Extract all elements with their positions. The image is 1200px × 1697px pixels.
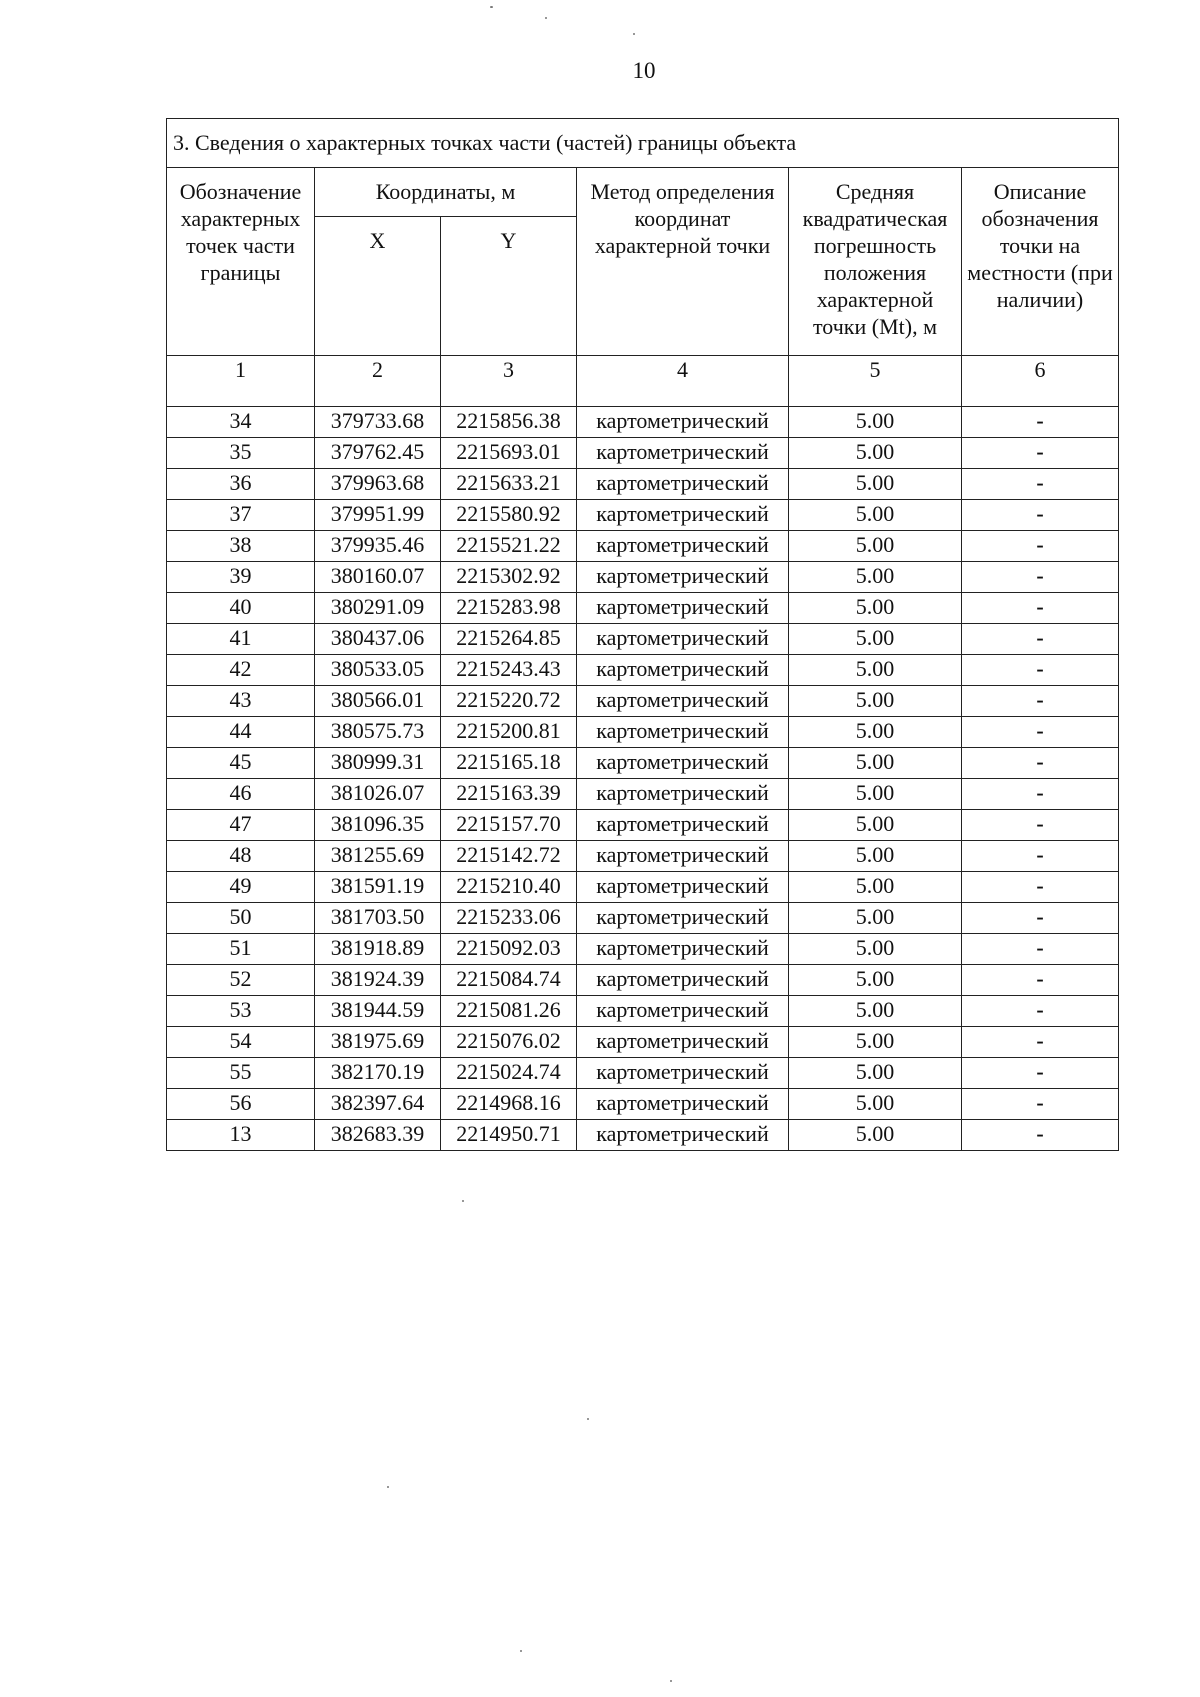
cell-method: картометрический [577, 438, 789, 469]
cell-x: 381096.35 [315, 810, 441, 841]
cell-desc: - [962, 686, 1119, 717]
cell-y: 2215521.22 [441, 531, 577, 562]
cell-desc: - [962, 934, 1119, 965]
cell-method: картометрический [577, 655, 789, 686]
cell-x: 380575.73 [315, 717, 441, 748]
scan-speck [462, 1200, 464, 1202]
cell-method: картометрический [577, 841, 789, 872]
cell-method: картометрический [577, 593, 789, 624]
cell-x: 380291.09 [315, 593, 441, 624]
header-method: Метод определения координат характерной точки [577, 168, 789, 356]
table-row [167, 469, 1119, 500]
cell-desc: - [962, 438, 1119, 469]
cell-method: картометрический [577, 686, 789, 717]
header-designation: Обозначение характерных точек части границы [167, 168, 315, 356]
cell-y: 2215210.40 [441, 872, 577, 903]
cell-x: 381703.50 [315, 903, 441, 934]
cell-point: 51 [167, 934, 315, 965]
cell-mt: 5.00 [789, 531, 962, 562]
cell-desc: - [962, 872, 1119, 903]
cell-y: 2214950.71 [441, 1120, 577, 1151]
cell-y: 2215856.38 [441, 407, 577, 438]
cell-method: картометрический [577, 1120, 789, 1151]
cell-method: картометрический [577, 748, 789, 779]
table-title: 3. Сведения о характерных точках части (частей) границы объекта [167, 119, 1119, 168]
cell-x: 381591.19 [315, 872, 441, 903]
cell-mt: 5.00 [789, 872, 962, 903]
table-row [167, 779, 1119, 810]
cell-desc: - [962, 1089, 1119, 1120]
cell-x: 380999.31 [315, 748, 441, 779]
table-row [167, 872, 1119, 903]
cell-mt: 5.00 [789, 593, 962, 624]
cell-point: 53 [167, 996, 315, 1027]
cell-point: 35 [167, 438, 315, 469]
table-row [167, 748, 1119, 779]
cell-x: 381918.89 [315, 934, 441, 965]
cell-desc: - [962, 903, 1119, 934]
cell-y: 2215076.02 [441, 1027, 577, 1058]
cell-desc: - [962, 469, 1119, 500]
table-row [167, 686, 1119, 717]
cell-mt: 5.00 [789, 717, 962, 748]
cell-desc: - [962, 624, 1119, 655]
cell-desc: - [962, 655, 1119, 686]
cell-y: 2215157.70 [441, 810, 577, 841]
cell-point: 47 [167, 810, 315, 841]
cell-y: 2215693.01 [441, 438, 577, 469]
cell-method: картометрический [577, 872, 789, 903]
header-description: Описание обозначения точки на местности (при наличии) [962, 168, 1119, 356]
table-row [167, 438, 1119, 469]
cell-x: 381944.59 [315, 996, 441, 1027]
cell-point: 48 [167, 841, 315, 872]
cell-desc: - [962, 810, 1119, 841]
cell-y: 2215200.81 [441, 717, 577, 748]
cell-mt: 5.00 [789, 469, 962, 500]
header-error: Средняя квадратическая погрешность положения характерной точки (Mt), м [789, 168, 962, 356]
cell-desc: - [962, 779, 1119, 810]
cell-method: картометрический [577, 903, 789, 934]
cell-mt: 5.00 [789, 500, 962, 531]
cell-point: 54 [167, 1027, 315, 1058]
cell-x: 382397.64 [315, 1089, 441, 1120]
cell-method: картометрический [577, 965, 789, 996]
cell-y: 2215580.92 [441, 500, 577, 531]
cell-x: 381975.69 [315, 1027, 441, 1058]
cell-point: 38 [167, 531, 315, 562]
table-row [167, 934, 1119, 965]
cell-y: 2215302.92 [441, 562, 577, 593]
cell-method: картометрический [577, 717, 789, 748]
cell-y: 2215142.72 [441, 841, 577, 872]
cell-method: картометрический [577, 996, 789, 1027]
scan-speck [670, 1680, 672, 1682]
cell-y: 2215081.26 [441, 996, 577, 1027]
cell-point: 40 [167, 593, 315, 624]
cell-x: 379963.68 [315, 469, 441, 500]
cell-y: 2215243.43 [441, 655, 577, 686]
cell-point: 50 [167, 903, 315, 934]
cell-mt: 5.00 [789, 1089, 962, 1120]
cell-desc: - [962, 500, 1119, 531]
cell-method: картометрический [577, 500, 789, 531]
cell-x: 381924.39 [315, 965, 441, 996]
cell-method: картометрический [577, 624, 789, 655]
table-row [167, 1058, 1119, 1089]
cell-method: картометрический [577, 1027, 789, 1058]
page-number: 10 [632, 58, 656, 83]
cell-y: 2215633.21 [441, 469, 577, 500]
cell-mt: 5.00 [789, 1058, 962, 1089]
cell-point: 36 [167, 469, 315, 500]
cell-method: картометрический [577, 779, 789, 810]
cell-point: 43 [167, 686, 315, 717]
cell-point: 45 [167, 748, 315, 779]
cell-point: 55 [167, 1058, 315, 1089]
header-x: X [315, 217, 441, 356]
cell-x: 379951.99 [315, 500, 441, 531]
cell-mt: 5.00 [789, 438, 962, 469]
table-row [167, 593, 1119, 624]
cell-desc: - [962, 562, 1119, 593]
cell-point: 56 [167, 1089, 315, 1120]
boundary-points-table [166, 118, 1119, 1151]
cell-y: 2215084.74 [441, 965, 577, 996]
cell-method: картометрический [577, 1089, 789, 1120]
scan-speck [520, 1650, 522, 1652]
table-body [167, 407, 1119, 1151]
header-coordinates: Координаты, м [315, 168, 577, 217]
column-number: 4 [577, 356, 789, 407]
table-row [167, 655, 1119, 686]
table-row [167, 1089, 1119, 1120]
cell-point: 52 [167, 965, 315, 996]
cell-x: 379935.46 [315, 531, 441, 562]
cell-desc: - [962, 1027, 1119, 1058]
cell-mt: 5.00 [789, 810, 962, 841]
cell-y: 2215092.03 [441, 934, 577, 965]
cell-desc: - [962, 841, 1119, 872]
table-row [167, 562, 1119, 593]
cell-desc: - [962, 748, 1119, 779]
table-row [167, 965, 1119, 996]
cell-y: 2214968.16 [441, 1089, 577, 1120]
cell-y: 2215220.72 [441, 686, 577, 717]
table-row [167, 841, 1119, 872]
cell-mt: 5.00 [789, 686, 962, 717]
cell-mt: 5.00 [789, 1027, 962, 1058]
cell-mt: 5.00 [789, 996, 962, 1027]
cell-point: 49 [167, 872, 315, 903]
cell-y: 2215283.98 [441, 593, 577, 624]
column-number: 2 [315, 356, 441, 407]
cell-method: картометрический [577, 562, 789, 593]
cell-x: 380437.06 [315, 624, 441, 655]
cell-point: 13 [167, 1120, 315, 1151]
cell-method: картометрический [577, 810, 789, 841]
cell-mt: 5.00 [789, 934, 962, 965]
cell-method: картометрический [577, 531, 789, 562]
cell-x: 380533.05 [315, 655, 441, 686]
cell-mt: 5.00 [789, 965, 962, 996]
scan-speck [545, 17, 547, 19]
table-row [167, 624, 1119, 655]
table-row [167, 500, 1119, 531]
cell-method: картометрический [577, 407, 789, 438]
cell-mt: 5.00 [789, 1120, 962, 1151]
cell-x: 380566.01 [315, 686, 441, 717]
column-number: 1 [167, 356, 315, 407]
cell-desc: - [962, 996, 1119, 1027]
table-row [167, 996, 1119, 1027]
cell-mt: 5.00 [789, 562, 962, 593]
cell-y: 2215024.74 [441, 1058, 577, 1089]
cell-desc: - [962, 531, 1119, 562]
cell-point: 37 [167, 500, 315, 531]
cell-x: 379762.45 [315, 438, 441, 469]
cell-desc: - [962, 1058, 1119, 1089]
cell-method: картометрический [577, 934, 789, 965]
cell-y: 2215165.18 [441, 748, 577, 779]
column-number: 5 [789, 356, 962, 407]
cell-desc: - [962, 593, 1119, 624]
scan-speck [587, 1418, 589, 1420]
table-row [167, 810, 1119, 841]
cell-point: 39 [167, 562, 315, 593]
scan-speck [633, 33, 635, 35]
table-row [167, 1027, 1119, 1058]
cell-y: 2215233.06 [441, 903, 577, 934]
cell-point: 34 [167, 407, 315, 438]
cell-point: 46 [167, 779, 315, 810]
cell-desc: - [962, 965, 1119, 996]
cell-mt: 5.00 [789, 779, 962, 810]
header-y: Y [441, 217, 577, 356]
table-row [167, 407, 1119, 438]
column-number: 6 [962, 356, 1119, 407]
scan-speck [490, 6, 493, 8]
table-row [167, 531, 1119, 562]
cell-mt: 5.00 [789, 624, 962, 655]
cell-point: 41 [167, 624, 315, 655]
table-row [167, 903, 1119, 934]
cell-mt: 5.00 [789, 655, 962, 686]
cell-mt: 5.00 [789, 748, 962, 779]
cell-x: 381255.69 [315, 841, 441, 872]
table-row [167, 1120, 1119, 1151]
cell-point: 44 [167, 717, 315, 748]
cell-desc: - [962, 1120, 1119, 1151]
scan-speck [387, 1486, 389, 1488]
cell-mt: 5.00 [789, 903, 962, 934]
cell-point: 42 [167, 655, 315, 686]
cell-x: 381026.07 [315, 779, 441, 810]
cell-x: 382170.19 [315, 1058, 441, 1089]
table-row [167, 717, 1119, 748]
cell-x: 382683.39 [315, 1120, 441, 1151]
cell-y: 2215163.39 [441, 779, 577, 810]
cell-desc: - [962, 717, 1119, 748]
cell-desc: - [962, 407, 1119, 438]
column-numbers-row [167, 356, 1119, 407]
cell-mt: 5.00 [789, 407, 962, 438]
cell-mt: 5.00 [789, 841, 962, 872]
cell-method: картометрический [577, 469, 789, 500]
cell-method: картометрический [577, 1058, 789, 1089]
cell-x: 380160.07 [315, 562, 441, 593]
column-number: 3 [441, 356, 577, 407]
cell-y: 2215264.85 [441, 624, 577, 655]
cell-x: 379733.68 [315, 407, 441, 438]
